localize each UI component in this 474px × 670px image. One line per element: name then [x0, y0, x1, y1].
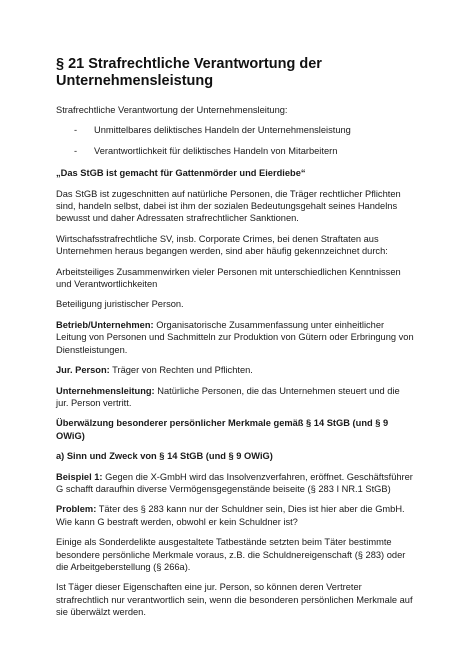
- definition-jur-person: [56, 364, 414, 376]
- responsibility-list: [56, 124, 414, 157]
- paragraph-5: Einige als Sonderdelikte ausgestaltete Tatbestände setzten beim Täter bestimmte besondere persönliche Merkmale voraus, z.B. die Schuldnereigenschaft (§ 283) oder die Arbeitgeberstellung (§ 266a).: [56, 537, 406, 572]
- example-term: Beispiel 1:: [56, 471, 103, 482]
- page-title: § 21 Strafrechtliche Verantwortung der Unternehmensleistung: [56, 56, 322, 89]
- list-item: [56, 145, 414, 157]
- definition-betrieb: [56, 319, 414, 356]
- problem-text: Täter des § 283 kann nur der Schuldner sein, Dies ist hier aber die GmbH. Wie kann G bestraft werden, obwohl er kein Schuldner ist?: [56, 504, 405, 527]
- list-dash: -: [74, 145, 78, 156]
- paragraph-6: Ist Täger dieser Eigenschaften eine jur. Person, so können deren Vertreter strafrechtlich nur verantwortlich sein, wenn die besonderen persönlichen Merkmale auf sie überwälzt werden.: [56, 582, 413, 618]
- list-item: [56, 124, 414, 136]
- intro-text: Strafrechtliche Verantwortung der Unternehmensleitung:: [56, 105, 288, 115]
- paragraph-3: Arbeitsteiliges Zusammenwirken vieler Personen mit unterschiedlichen Kenntnissen und Verantwortlichkeiten: [56, 266, 401, 290]
- section-heading: Überwälzung besonderer persönlicher Merkmale gemäß § 14 StGB (und § 9 OWiG): [56, 418, 389, 441]
- problem-term: Problem:: [56, 504, 97, 515]
- list-dash: -: [74, 125, 78, 136]
- definition-term: Unternehmensleitung:: [56, 385, 155, 396]
- subsection-heading: a) Sinn und Zweck von § 14 StGB (und § 9 OWiG): [56, 451, 273, 462]
- example-paragraph: [56, 471, 414, 496]
- definition-unternehmensleitung: [56, 385, 414, 410]
- list-item-text: Verantwortlichkeit für deliktisches Handeln von Mitarbeitern: [94, 145, 338, 156]
- paragraph-4: Beteiligung juristischer Person.: [56, 299, 184, 310]
- list-item-text: Unmittelbares deliktisches Handeln der Unternehmensleistung: [94, 125, 351, 136]
- problem-paragraph: [56, 503, 414, 528]
- definition-term: Betrieb/Unternehmen:: [56, 319, 154, 330]
- paragraph-2: Wirtschafsstrafrechtliche SV, insb. Corporate Crimes, bei denen Straftaten aus Unternehmen heraus begangen werden, sind aber häufig gekennzeichnet durch:: [56, 233, 388, 257]
- definition-term: Jur. Person:: [56, 365, 110, 376]
- definition-text: Träger von Rechten und Pflichten.: [109, 365, 253, 376]
- paragraph-1: Das StGB ist zugeschnitten auf natürliche Personen, die Träger rechtlicher Pflichten sind, handeln selbst, dabei ist ihm der sozialen Bedeutungsgehalt seines Handelns bewusst und daher Adressaten strafrechtlicher Sanktionen.: [56, 188, 401, 224]
- definition-text: Organisatorische Zusammenfassung unter einheitlicher Leitung von Personen und Sachmitteln zur Produktion von Gütern oder Erbringung von Dienstleistungen.: [56, 319, 414, 355]
- definition-text: Natürliche Personen, die das Unternehmen steuert und die jur. Person vertritt.: [56, 385, 400, 408]
- quote-heading: „Das StGB ist gemacht für Gattenmörder und Eierdiebe“: [56, 168, 306, 179]
- example-text: Gegen die X-GmbH wird das Insolvenzverfahren, eröffnet. Geschäftsführer G schafft daraufhin diverse Vermögensgegenstände beiseite (§ 283 I NR.1 StGB): [56, 471, 413, 494]
